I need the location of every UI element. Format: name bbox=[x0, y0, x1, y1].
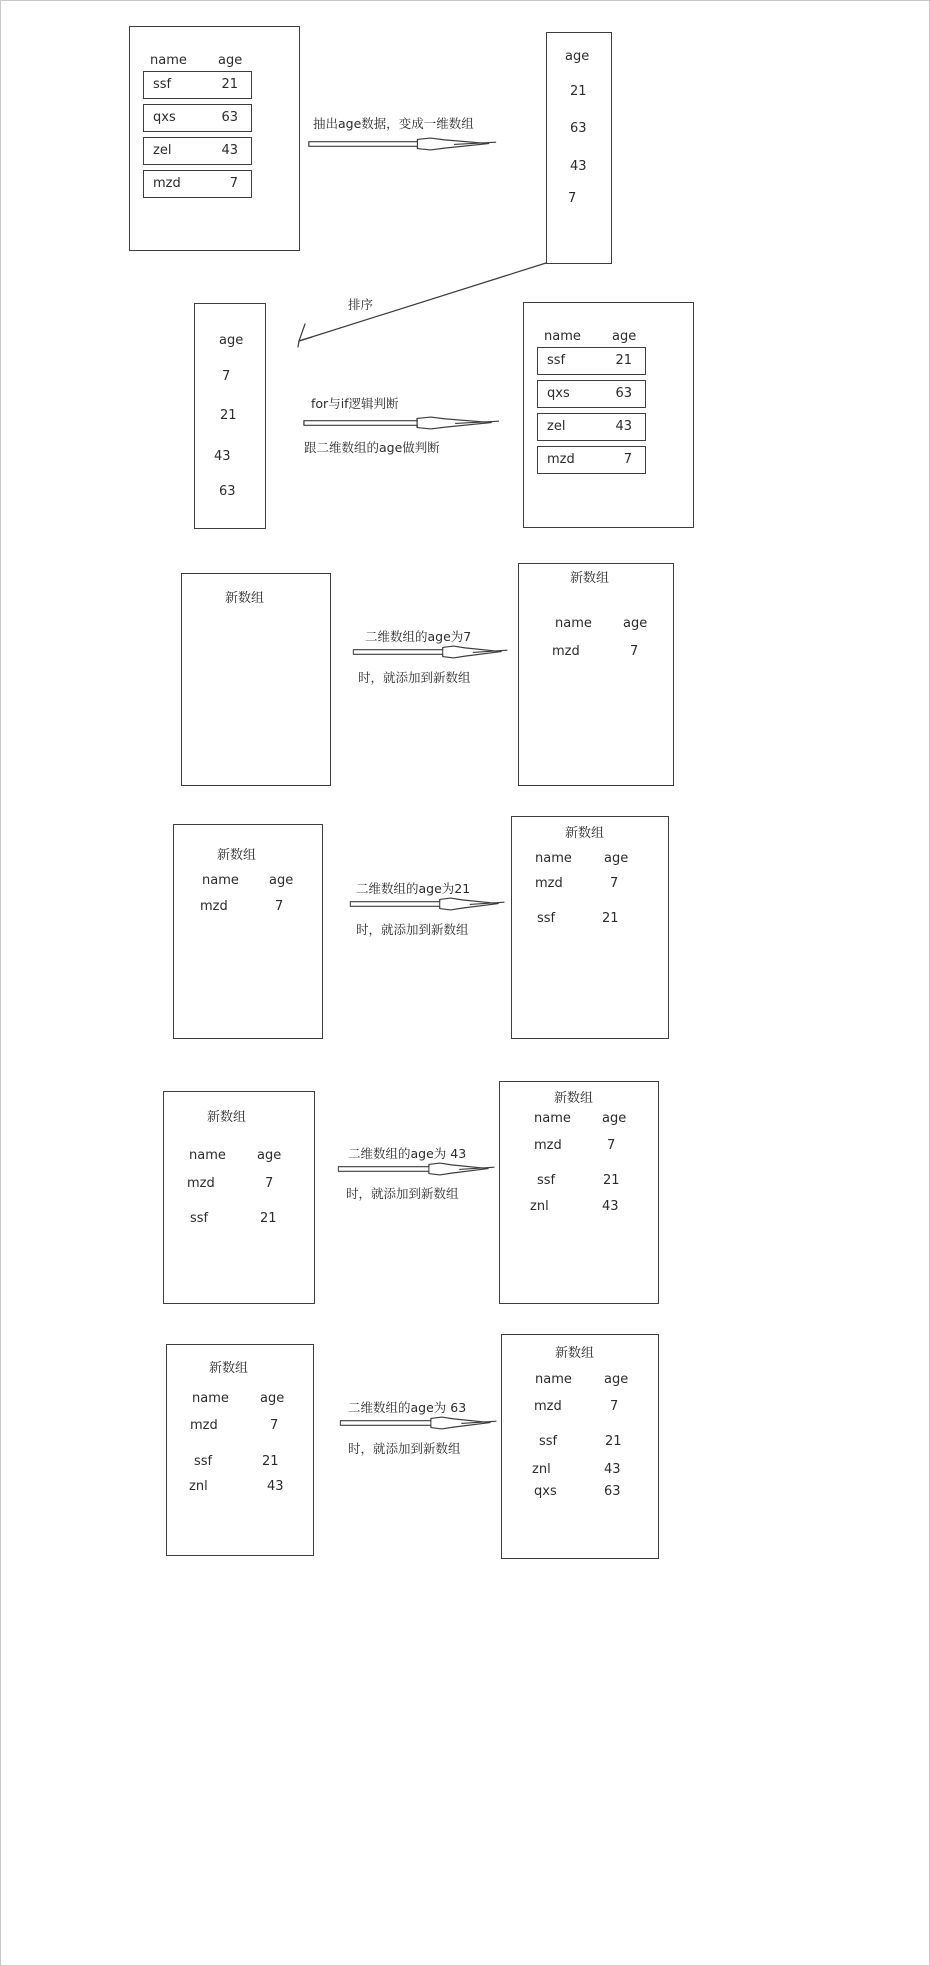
cell-name: mzd bbox=[187, 1176, 215, 1191]
table-row bbox=[143, 137, 252, 165]
column-header-name: name bbox=[202, 873, 239, 888]
cell-name: mzd bbox=[153, 176, 181, 191]
pencil-arrow-icon bbox=[306, 133, 498, 155]
column-header-age: age bbox=[260, 1391, 285, 1406]
new-array-title: 新数组 bbox=[555, 1346, 595, 1361]
new-array-title: 新数组 bbox=[207, 1110, 247, 1125]
age-value: 21 bbox=[570, 84, 587, 99]
cell-name: ssf bbox=[539, 1434, 558, 1449]
pencil-arrow-icon bbox=[348, 893, 506, 915]
cell-name: ssf bbox=[153, 77, 172, 92]
column-header-age: age bbox=[269, 873, 294, 888]
cell-name: ssf bbox=[194, 1454, 213, 1469]
column-header-age: age bbox=[565, 49, 590, 64]
cell-name: qxs bbox=[547, 386, 570, 401]
cell-age: 21 bbox=[615, 353, 632, 368]
pencil-arrow-icon bbox=[336, 1158, 496, 1180]
column-header-name: name bbox=[555, 616, 592, 631]
sorted-age-array-box bbox=[194, 303, 266, 529]
age-value: 43 bbox=[570, 159, 587, 174]
column-header-age: age bbox=[604, 1372, 629, 1387]
age-value: 21 bbox=[220, 408, 237, 423]
new-array-title: 新数组 bbox=[554, 1091, 594, 1106]
column-header-age: age bbox=[604, 851, 629, 866]
cell-age: 43 bbox=[604, 1462, 621, 1477]
table-row bbox=[143, 104, 252, 132]
cell-age: 43 bbox=[221, 143, 238, 158]
column-header-age: age bbox=[602, 1111, 627, 1126]
sort-label: 排序 bbox=[348, 297, 374, 312]
column-header-age: age bbox=[219, 333, 244, 348]
column-header-name: name bbox=[535, 851, 572, 866]
cell-name: zel bbox=[547, 419, 566, 434]
pencil-arrow-icon bbox=[351, 641, 509, 663]
cell-age: 21 bbox=[602, 911, 619, 926]
arrow-label-bottom: 跟二维数组的age做判断 bbox=[304, 440, 440, 455]
cell-age: 7 bbox=[630, 644, 639, 659]
table-row bbox=[537, 380, 646, 408]
new-array-title: 新数组 bbox=[565, 826, 605, 841]
cell-age: 63 bbox=[615, 386, 632, 401]
cell-age: 63 bbox=[221, 110, 238, 125]
cell-age: 7 bbox=[610, 876, 619, 891]
column-header-name: name bbox=[535, 1372, 572, 1387]
arrow-label-bottom: 时，就添加到新数组 bbox=[348, 1441, 461, 1456]
new-array-box bbox=[511, 816, 669, 1039]
extract-arrow-label: 抽出age数据，变成一维数组 bbox=[313, 116, 474, 131]
column-header-age: age bbox=[218, 53, 243, 68]
age-array-box bbox=[546, 32, 612, 264]
pencil-arrow-icon bbox=[301, 412, 501, 434]
new-array-title: 新数组 bbox=[225, 591, 265, 606]
table-row bbox=[537, 347, 646, 375]
new-array-title: 新数组 bbox=[217, 848, 257, 863]
cell-name: mzd bbox=[534, 1399, 562, 1414]
arrow-label-bottom: 时，就添加到新数组 bbox=[356, 922, 469, 937]
arrow-label-top: 二维数组的age为7 bbox=[365, 629, 472, 644]
age-value: 7 bbox=[222, 369, 231, 384]
cell-name: ssf bbox=[547, 353, 566, 368]
cell-age: 7 bbox=[610, 1399, 619, 1414]
cell-age: 7 bbox=[265, 1176, 274, 1191]
cell-age: 63 bbox=[604, 1484, 621, 1499]
new-array-box bbox=[499, 1081, 659, 1304]
cell-age: 43 bbox=[602, 1199, 619, 1214]
column-header-age: age bbox=[612, 329, 637, 344]
arrow-label-bottom: 时，就添加到新数组 bbox=[346, 1186, 459, 1201]
cell-age: 43 bbox=[615, 419, 632, 434]
cell-name: mzd bbox=[534, 1138, 562, 1153]
cell-age: 7 bbox=[275, 899, 284, 914]
target-table bbox=[523, 302, 694, 528]
cell-name: mzd bbox=[200, 899, 228, 914]
cell-age: 21 bbox=[605, 1434, 622, 1449]
cell-age: 21 bbox=[603, 1173, 620, 1188]
cell-age: 7 bbox=[607, 1138, 616, 1153]
cell-age: 21 bbox=[260, 1211, 277, 1226]
arrow-label-top: 二维数组的age为 43 bbox=[348, 1146, 467, 1161]
age-value: 63 bbox=[570, 121, 587, 136]
column-header-name: name bbox=[189, 1148, 226, 1163]
age-value: 7 bbox=[568, 191, 577, 206]
cell-name: znl bbox=[530, 1199, 549, 1214]
sort-arrow-icon bbox=[293, 251, 553, 349]
new-array-title: 新数组 bbox=[570, 571, 610, 586]
cell-name: qxs bbox=[153, 110, 176, 125]
new-array-title: 新数组 bbox=[209, 1361, 249, 1376]
arrow-label-top: 二维数组的age为21 bbox=[356, 881, 471, 896]
table-row bbox=[143, 71, 252, 99]
new-array-box bbox=[501, 1334, 659, 1559]
cell-name: ssf bbox=[537, 1173, 556, 1188]
column-header-name: name bbox=[192, 1391, 229, 1406]
cell-name: zel bbox=[153, 143, 172, 158]
column-header-name: name bbox=[150, 53, 187, 68]
source-table bbox=[129, 26, 300, 251]
cell-age: 21 bbox=[221, 77, 238, 92]
arrow-label-top: for与if逻辑判断 bbox=[311, 396, 399, 411]
cell-name: znl bbox=[189, 1479, 208, 1494]
arrow-label-bottom: 时，就添加到新数组 bbox=[358, 670, 471, 685]
cell-name: ssf bbox=[190, 1211, 209, 1226]
new-array-box bbox=[173, 824, 323, 1039]
cell-name: mzd bbox=[547, 452, 575, 467]
cell-age: 21 bbox=[262, 1454, 279, 1469]
cell-name: mzd bbox=[552, 644, 580, 659]
new-array-box-empty bbox=[181, 573, 331, 786]
age-value: 43 bbox=[214, 449, 231, 464]
cell-age: 7 bbox=[623, 452, 632, 467]
cell-name: znl bbox=[532, 1462, 551, 1477]
cell-age: 7 bbox=[270, 1418, 279, 1433]
table-row bbox=[537, 446, 646, 474]
new-array-box bbox=[163, 1091, 315, 1304]
cell-age: 7 bbox=[229, 176, 238, 191]
new-array-box bbox=[518, 563, 674, 786]
cell-name: qxs bbox=[534, 1484, 557, 1499]
column-header-age: age bbox=[623, 616, 648, 631]
column-header-name: name bbox=[534, 1111, 571, 1126]
pencil-arrow-icon bbox=[338, 1412, 498, 1434]
new-array-box bbox=[166, 1344, 314, 1556]
table-row bbox=[143, 170, 252, 198]
cell-name: mzd bbox=[190, 1418, 218, 1433]
cell-name: mzd bbox=[535, 876, 563, 891]
cell-name: ssf bbox=[537, 911, 556, 926]
column-header-name: name bbox=[544, 329, 581, 344]
age-value: 63 bbox=[219, 484, 236, 499]
table-row bbox=[537, 413, 646, 441]
column-header-age: age bbox=[257, 1148, 282, 1163]
arrow-label-top: 二维数组的age为 63 bbox=[348, 1400, 467, 1415]
cell-age: 43 bbox=[267, 1479, 284, 1494]
